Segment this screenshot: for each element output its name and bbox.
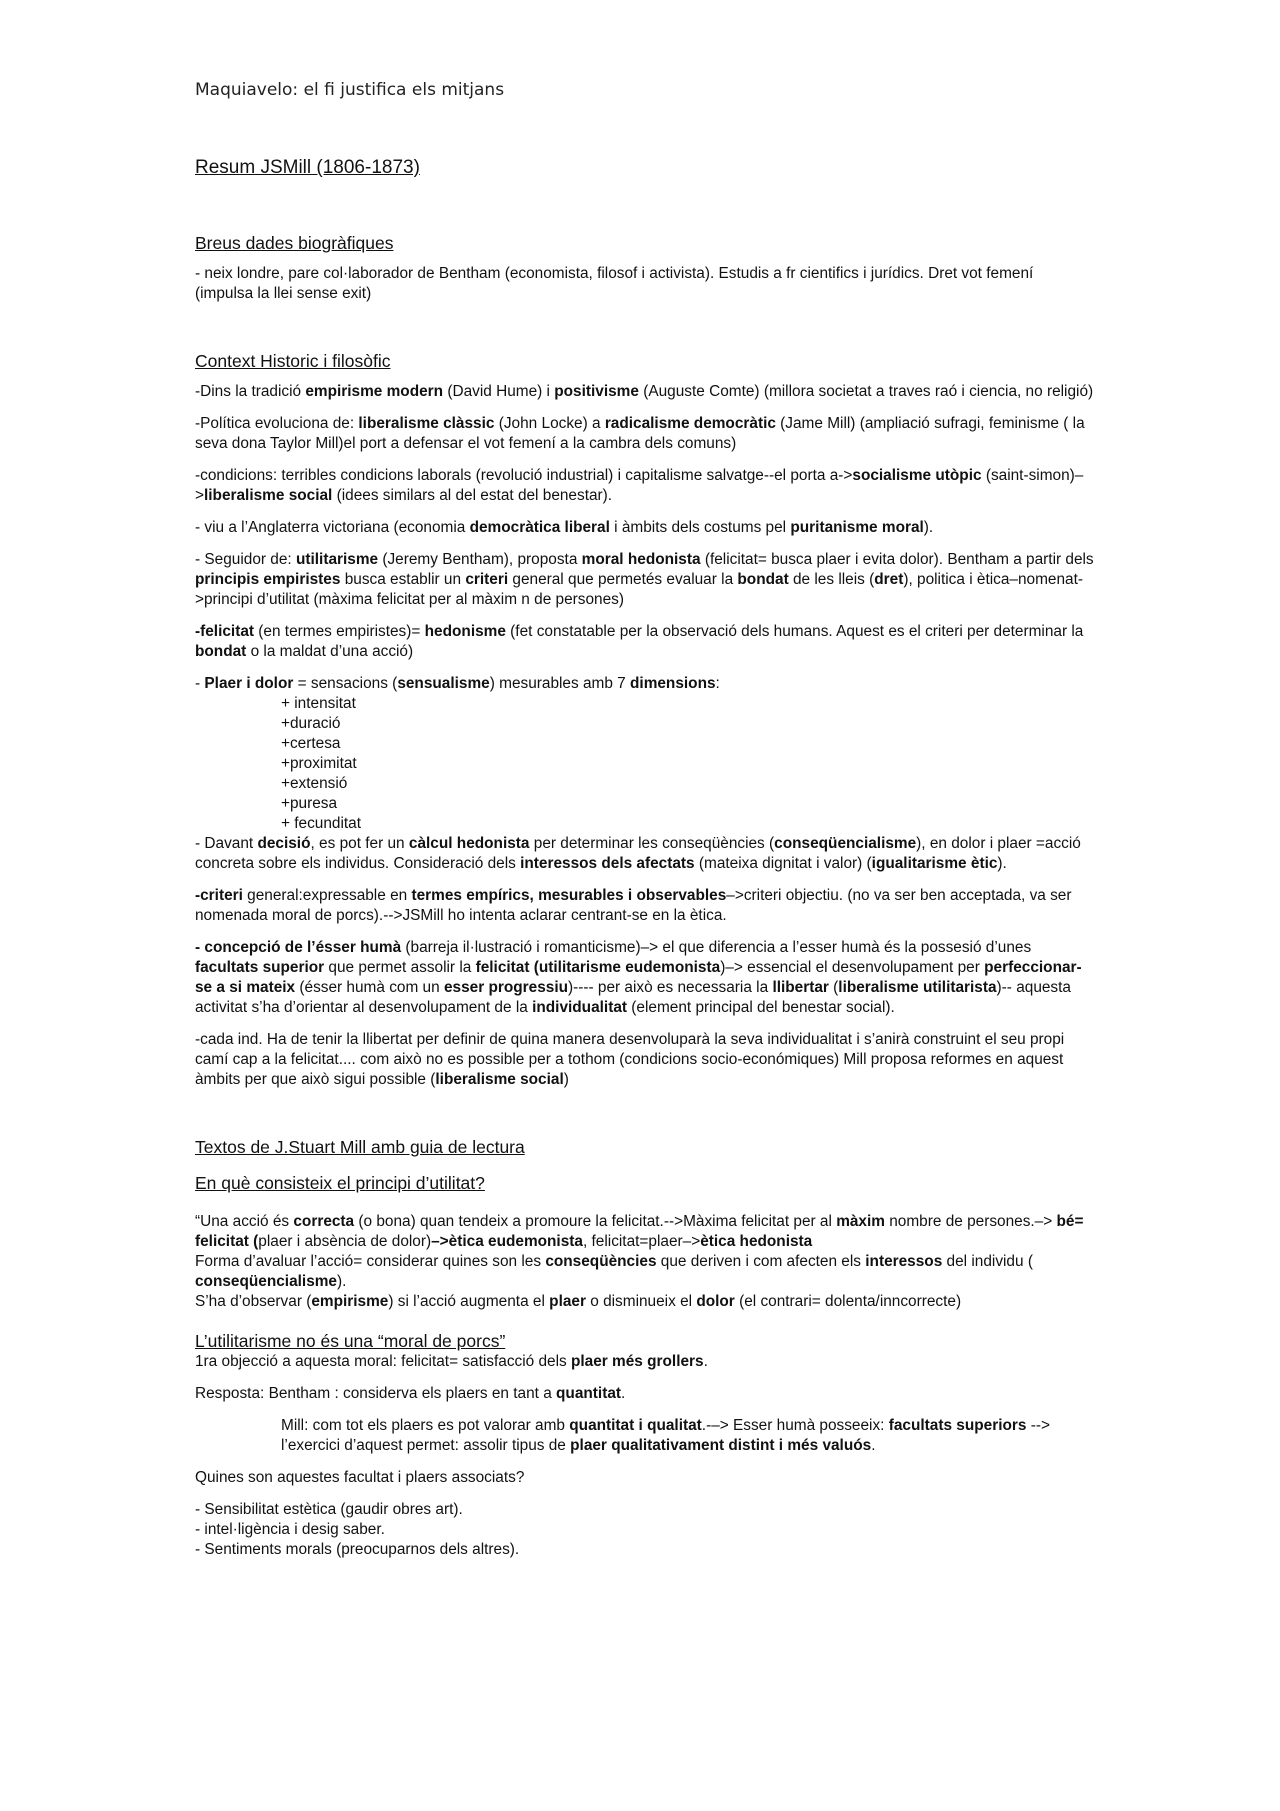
objection-paragraph: 1ra objecció a aquesta moral: felicitat= satisfacció dels plaer més grollers. (195, 1353, 708, 1370)
context-paragraph-5: - Seguidor de: utilitarisme (Jeremy Bentham), proposta moral hedonista (felicitat= busca plaer i evita dolor). Bentham a partir dels principis empiristes busca establir un criteri general que permetés evaluar la bondat de les lleis (dret), politica i ètica–nomenat->principi d’utilitat (màxima felicitat per al màxim n de persones) (195, 551, 1094, 608)
utility-subheading: En què consisteix el principi d’utilitat? (195, 1173, 485, 1193)
bio-heading: Breus dades biogràfiques (195, 233, 394, 253)
texts-heading: Textos de J.Stuart Mill amb guia de lectura (195, 1137, 525, 1157)
response-paragraph: Resposta: Bentham : considerva els plaers en tant a quantitat. (195, 1385, 626, 1402)
context-paragraph-4: - viu a l’Anglaterra victoriana (economia democràtica liberal i àmbits dels costums pel puritanisme moral). (195, 519, 934, 536)
faculties-list (195, 1500, 1095, 1560)
page-title: Resum JSMill (1806-1873) (195, 157, 420, 178)
utility-paragraph-2: Forma d’avaluar l’acció= considerar quines son les conseqüències que deriven i com afecten els interessos del individu ( conseqüencialisme). (195, 1253, 1033, 1290)
context-paragraph-8: - Davant decisió, es pot fer un càlcul hedonista per determinar les conseqüències (conseqüencialisme), en dolor i plaer =acció concreta sobre els individus. Consideració dels interessos dels afectats (mateixa dignitat i valor) (igualitarisme ètic). (195, 835, 1081, 872)
document-page (195, 78, 1095, 1560)
list-item: +extensió (281, 775, 348, 792)
context-paragraph-11: -cada ind. Ha de tenir la llibertat per definir de quina manera desenvoluparà la seva individualitat i s’anirà construint el seu propi camí cap a la felicitat.... com això no es possible per a tothom (condicions socio-económiques) Mill proposa reformes en aquest àmbits per que això sigui possible (liberalisme social) (195, 1031, 1065, 1088)
mill-paragraph: Mill: com tot els plaers es pot valorar amb quantitat i qualitat.-–> Esser humà posseeix: facultats superiors --> l’exercici d’aquest permet: assolir tipus de plaer qualitativament distint i més valuós. (281, 1417, 1050, 1454)
context-paragraph-6: -felicitat (en termes empiristes)= hedonisme (fet constatable per la observació dels humans. Aquest es el criteri per determinar la bondat o la maldat d’una acció) (195, 623, 1084, 660)
list-item: + fecunditat (281, 815, 362, 832)
bio-paragraph: - neix londre, pare col·laborador de Bentham (economista, filosof i activista). Estudis a fr cientifics i jurídics. Dret vot femení (impulsa la llei sense exit) (195, 265, 1034, 302)
pigs-subheading: L’utilitarisme no és una “moral de porcs” (195, 1331, 506, 1351)
context-paragraph-3: -condicions: terribles condicions laborals (revolució industrial) i capitalisme salvatge--el porta a->socialisme utòpic (saint-simon)–>liberalisme social (idees similars al del estat del benestar). (195, 467, 1084, 504)
question-paragraph: Quines son aquestes facultat i plaers associats? (195, 1469, 525, 1486)
dimensions-list (195, 694, 1095, 834)
context-heading: Context Historic i filosòfic (195, 351, 391, 371)
list-item: - intel·ligència i desig saber. (195, 1521, 385, 1538)
list-item: +duració (281, 715, 341, 732)
context-paragraph-10: - concepció de l’ésser humà (barreja il·lustració i romanticisme)–> el que diferencia a l’esser humà és la possesió d’unes facultats superior que permet assolir la felicitat (utilitarisme eudemonista)–> essencial el desenvolupament per perfeccionar-se a si mateix (ésser humà com un esser progressiu)---- per això es necessaria la llibertar (liberalisme utilitarista)-- aquesta activitat s’ha d’orientar al desenvolupament de la individualitat (element principal del benestar social). (195, 939, 1082, 1016)
context-paragraph-1: -Dins la tradició empirisme modern (David Hume) i positivisme (Auguste Comte) (millora societat a traves raó i ciencia, no religió) (195, 383, 1094, 400)
list-item: +proximitat (281, 755, 357, 772)
utility-block (195, 1212, 1095, 1312)
list-item: - Sensibilitat estètica (gaudir obres art). (195, 1501, 463, 1518)
list-item: + intensitat (281, 695, 356, 712)
utility-paragraph-3: S’ha d’observar (empirisme) si l’acció augmenta el plaer o disminueix el dolor (el contrari= dolenta/inncorrecte) (195, 1293, 962, 1310)
context-paragraph-9: -criteri general:expressable en termes empírics, mesurables i observables–>criteri objectiu. (no va ser ben acceptada, va ser nomenada moral de porcs).-->JSMill ho intenta aclarar centrant-se en la ètica. (195, 887, 1072, 924)
context-paragraph-2: -Política evoluciona de: liberalisme clàssic (John Locke) a radicalisme democràtic (Jame Mill) (ampliació sufragi, feminisme ( la seva dona Taylor Mill)el port a defensar el vot femení a la cambra dels comuns) (195, 415, 1085, 452)
list-item: +puresa (281, 795, 338, 812)
context-paragraph-7: - Plaer i dolor = sensacions (sensualisme) mesurables amb 7 dimensions: (195, 675, 720, 692)
list-item: +certesa (281, 735, 341, 752)
page-header: Maquiavelo: el fi justifica els mitjans (195, 80, 505, 100)
utility-paragraph-1: “Una acció és correcta (o bona) quan tendeix a promoure la felicitat.-->Màxima felicitat per al màxim nombre de persones.–> bé= felicitat (plaer i absència de dolor)–>ètica eudemonista, felicitat=plaer–>ètica hedonista (195, 1213, 1084, 1250)
list-item: - Sentiments morals (preocuparnos dels altres). (195, 1541, 520, 1558)
